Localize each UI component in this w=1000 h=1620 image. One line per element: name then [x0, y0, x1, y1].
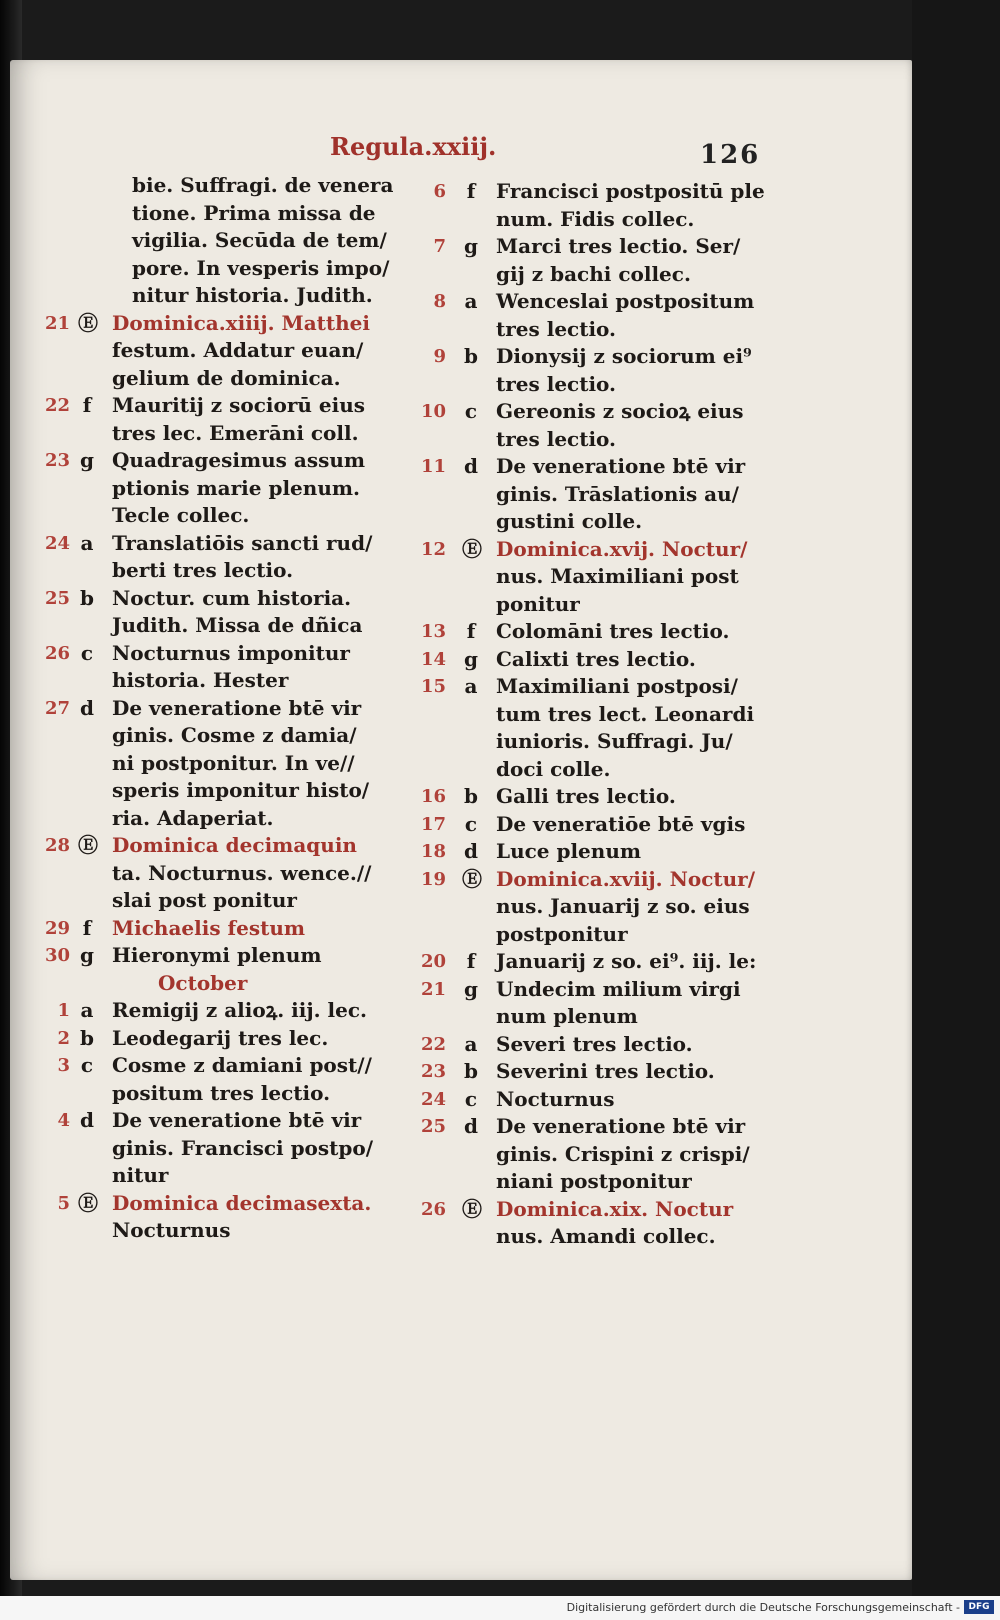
entry-text — [496, 1058, 788, 1086]
calendar-entry — [30, 1025, 410, 1053]
day-number: 2 — [57, 1027, 70, 1049]
calendar-entry — [418, 838, 788, 866]
entry-text — [496, 343, 788, 398]
entry-line: Dominica decimaquin — [112, 833, 357, 857]
entry-line: Maximiliani postposi/ — [496, 674, 738, 698]
entry-line: gustini colle. — [496, 509, 643, 533]
calendar-entry — [30, 447, 410, 530]
entry-line: tres lectio. — [496, 316, 617, 341]
dominical-letter: b — [80, 1025, 94, 1050]
left-column — [30, 172, 410, 1245]
entry-line: Mauritij z sociorū eius — [112, 393, 366, 417]
calendar-entry — [30, 530, 410, 585]
dominical-letter: c — [80, 1053, 94, 1077]
entry-text — [112, 942, 410, 970]
entry-text — [496, 536, 788, 619]
entry-line: tres lec. Emerāni coll. — [112, 420, 359, 445]
entry-line: Gereonis z socioꝝ eius — [496, 399, 744, 423]
calendar-entry — [418, 948, 788, 976]
day-number: 22 — [44, 395, 70, 416]
entry-line: berti tres lectio. — [112, 558, 294, 582]
entry-line: Dominica.xvij. Noctur/ — [496, 536, 748, 561]
day-number: 21 — [44, 312, 70, 334]
continuation-line: tione. Prima missa de — [132, 200, 376, 225]
entry-line: Translatiōis sancti rud/ — [112, 530, 373, 555]
calendar-entry — [418, 618, 788, 646]
day-number: 4 — [57, 1110, 70, 1131]
day-number: 25 — [44, 587, 70, 609]
dominical-letter: g — [464, 646, 478, 671]
entry-text — [496, 811, 788, 839]
day-number: 7 — [433, 236, 446, 257]
entry-line: Tecle collec. — [112, 503, 250, 527]
dominical-letter: c — [464, 1086, 478, 1111]
dominical-letter: g — [464, 976, 478, 1001]
entry-line: De veneratiōe btē vgis — [496, 811, 746, 836]
day-number: 23 — [44, 450, 70, 471]
day-number: 17 — [420, 813, 446, 835]
calendar-entry — [418, 1196, 788, 1251]
entry-line: slai post ponitur — [112, 888, 297, 912]
entry-text — [496, 1113, 788, 1196]
calendar-entry — [418, 673, 788, 783]
dominical-letter: f — [82, 393, 92, 417]
day-number: 19 — [420, 868, 446, 890]
entry-line: Januarij z so. ei⁹. iij. le: — [496, 949, 757, 973]
entry-line: Quadragesimus assum — [112, 448, 366, 472]
entry-line: Colomāni tres lectio. — [496, 619, 730, 643]
entry-line: Dominica decimasexta. — [112, 1190, 372, 1215]
entry-text — [496, 673, 788, 783]
entry-text — [112, 640, 410, 695]
day-number: 15 — [420, 676, 446, 697]
dfg-logo: DFG — [964, 1600, 994, 1614]
entry-line: ginis. Francisci postpo/ — [112, 1135, 374, 1160]
entry-line: niani postponitur — [496, 1169, 692, 1193]
entry-line: nus. Januarij z so. eius — [496, 894, 750, 918]
dominical-letter: c — [464, 811, 478, 836]
day-number: 6 — [433, 181, 446, 202]
continuation-line: vigilia. Secūda de tem/ — [132, 228, 387, 252]
entry-text — [496, 618, 788, 646]
day-number: 28 — [44, 835, 70, 856]
day-number: 8 — [433, 291, 446, 312]
day-number: 29 — [44, 917, 70, 939]
calendar-entry — [418, 1058, 788, 1086]
calendar-entry — [418, 1113, 788, 1196]
calendar-entry — [418, 343, 788, 398]
dominical-letter: a — [464, 289, 478, 313]
entry-text — [112, 1190, 410, 1245]
day-number: 11 — [420, 456, 446, 477]
day-number: 13 — [420, 621, 446, 642]
calendar-entry — [30, 1052, 410, 1107]
calendar-entry — [30, 832, 410, 915]
dominical-letter: f — [466, 949, 476, 973]
dominical-letter: Ⓔ — [78, 1190, 98, 1215]
entry-line: Nocturnus — [496, 1086, 615, 1111]
entry-line: ni postponitur. In ve// — [112, 750, 355, 775]
entry-line: num plenum — [496, 1004, 638, 1028]
entry-text — [496, 838, 788, 866]
entry-text — [496, 288, 788, 343]
calendar-entry — [30, 310, 410, 393]
dominical-letter: a — [80, 998, 94, 1022]
continuation-line: nitur historia. Judith. — [132, 283, 373, 307]
entry-line: ginis. Cosme z damia/ — [112, 723, 357, 747]
entry-text — [112, 695, 410, 833]
dominical-letter: Ⓔ — [462, 536, 482, 561]
dominical-letter: g — [464, 234, 478, 258]
entry-text — [496, 866, 788, 949]
day-number: 30 — [44, 945, 70, 966]
calendar-entry — [418, 1031, 788, 1059]
calendar-entry — [30, 640, 410, 695]
entry-text — [496, 453, 788, 536]
entry-line: Severini tres lectio. — [496, 1059, 715, 1083]
entry-line: Leodegarij tres lec. — [112, 1025, 329, 1050]
day-number: 27 — [44, 697, 70, 719]
entry-text — [496, 976, 788, 1031]
day-number: 10 — [420, 401, 446, 422]
day-number: 18 — [420, 841, 446, 862]
calendar-entry — [30, 915, 410, 943]
dominical-letter: d — [464, 1114, 478, 1138]
entry-line: De veneratione btē vir — [496, 1114, 746, 1138]
entry-text — [112, 832, 410, 915]
entry-line: Undecim milium virgi — [496, 976, 741, 1001]
entry-line: De veneratione btē vir — [496, 454, 746, 478]
entry-line: ta. Nocturnus. wence.// — [112, 860, 372, 885]
calendar-entry — [418, 646, 788, 674]
entry-line: Cosme z damiani post// — [112, 1053, 372, 1077]
entry-line: De veneratione btē vir — [112, 1108, 362, 1132]
day-number: 1 — [57, 1000, 70, 1021]
entry-line: postponitur — [496, 921, 628, 946]
entry-line: De veneratione btē vir — [112, 695, 362, 720]
calendar-entry — [418, 233, 788, 288]
entry-line: Marci tres lectio. Ser/ — [496, 234, 741, 258]
entry-line: positum tres lectio. — [112, 1080, 331, 1105]
entry-text — [112, 530, 410, 585]
day-number: 25 — [420, 1116, 446, 1137]
day-number: 9 — [433, 346, 446, 367]
calendar-entry — [418, 1086, 788, 1114]
dominical-letter: g — [80, 448, 94, 472]
month-heading: October — [158, 970, 248, 995]
dominical-letter: Ⓔ — [78, 833, 98, 857]
continuation-line: bie. Suffragi. de venera — [132, 173, 394, 197]
entry-line: Michaelis festum — [112, 915, 306, 940]
entry-line: Noctur. cum historia. — [112, 585, 352, 610]
day-number: 24 — [44, 532, 70, 554]
dominical-letter: b — [464, 344, 478, 368]
entry-line: Dominica.xix. Noctur — [496, 1196, 734, 1221]
entry-text — [496, 1031, 788, 1059]
dominical-letter: c — [80, 640, 94, 665]
entry-text — [496, 948, 788, 976]
entry-line: iunioris. Suffragi. Ju/ — [496, 729, 733, 753]
entry-line: ria. Adaperiat. — [112, 805, 274, 830]
entry-line: Judith. Missa de dñica — [112, 613, 363, 637]
dominical-letter: a — [464, 1031, 478, 1056]
entry-line: doci colle. — [496, 756, 611, 781]
entry-text — [496, 783, 788, 811]
entry-line: tres lectio. — [496, 371, 617, 396]
day-number: 20 — [420, 951, 446, 972]
dominical-letter: c — [464, 399, 478, 423]
calendar-entry — [30, 585, 410, 640]
calendar-entry — [418, 783, 788, 811]
entry-line: Galli tres lectio. — [496, 784, 676, 808]
dominical-letter: b — [464, 784, 478, 808]
entry-text — [496, 233, 788, 288]
calendar-entry — [30, 997, 410, 1025]
calendar-entry — [30, 942, 410, 970]
entry-line: Calixti tres lectio. — [496, 646, 696, 671]
right-column — [418, 178, 788, 1251]
entry-text — [112, 585, 410, 640]
entry-line: gelium de dominica. — [112, 365, 341, 390]
day-number: 23 — [420, 1061, 446, 1082]
calendar-entry — [418, 453, 788, 536]
calendar-entry — [418, 811, 788, 839]
calendar-entry — [418, 866, 788, 949]
continuation-line: pore. In vesperis impo/ — [132, 255, 390, 280]
entry-line: Nocturnus imponitur — [112, 640, 350, 665]
entry-line: num. Fidis collec. — [496, 206, 695, 231]
entry-line: nus. Amandi collec. — [496, 1224, 716, 1248]
calendar-entry — [30, 1190, 410, 1245]
entry-line: Luce plenum — [496, 839, 642, 863]
day-number: 26 — [44, 642, 70, 664]
calendar-entry — [30, 1107, 410, 1190]
day-number: 22 — [420, 1033, 446, 1055]
day-number: 3 — [57, 1055, 70, 1076]
entry-line: gij z bachi collec. — [496, 261, 691, 286]
entry-line: Francisci postpositū ple — [496, 179, 765, 203]
entry-line: Dionysij z sociorum ei⁹ — [496, 344, 752, 368]
entry-text — [496, 646, 788, 674]
dominical-letter: g — [80, 943, 94, 967]
entry-text — [112, 997, 410, 1025]
day-number: 16 — [420, 786, 446, 807]
running-head: Regula.xxiij. — [330, 132, 497, 161]
dominical-letter: b — [464, 1059, 478, 1083]
entry-text — [112, 1052, 410, 1107]
entry-text — [496, 1196, 788, 1251]
dominical-letter: Ⓔ — [462, 866, 482, 891]
entry-text — [496, 178, 788, 233]
entry-line: ginis. Crispini z crispi/ — [496, 1141, 750, 1166]
entry-line: tum tres lect. Leonardi — [496, 701, 755, 726]
dominical-letter: f — [82, 915, 92, 940]
day-number: 12 — [420, 538, 446, 560]
calendar-entry — [418, 178, 788, 233]
calendar-entry — [418, 976, 788, 1031]
entry-line: ptionis marie plenum. — [112, 475, 360, 500]
dominical-letter: a — [464, 674, 478, 698]
entry-line: Nocturnus — [112, 1218, 231, 1242]
dominical-letter: d — [80, 695, 94, 720]
day-number: 24 — [420, 1088, 446, 1110]
dominical-letter: b — [80, 585, 94, 610]
entry-text — [112, 447, 410, 530]
entry-line: Dominica.xviij. Noctur/ — [496, 866, 756, 891]
entry-text — [112, 392, 410, 447]
dominical-letter: d — [464, 454, 478, 478]
dominical-letter: f — [466, 179, 476, 203]
page-number: 126 — [700, 140, 761, 170]
entry-line: tres lectio. — [496, 426, 617, 451]
entry-line: ginis. Trāslationis au/ — [496, 481, 739, 506]
calendar-entry — [418, 288, 788, 343]
dominical-letter: d — [464, 839, 478, 863]
entry-text — [112, 915, 410, 943]
dominical-letter: a — [80, 530, 94, 555]
entry-line: speris imponitur histo/ — [112, 778, 370, 802]
entry-line: historia. Hester — [112, 668, 289, 692]
entry-text — [112, 310, 410, 393]
entry-line: Remigij z alioꝝ. iij. lec. — [112, 998, 368, 1022]
entry-line: nitur — [112, 1163, 169, 1187]
entry-line: nus. Maximiliani post — [496, 564, 739, 588]
dominical-letter: Ⓔ — [462, 1196, 482, 1221]
calendar-entry — [418, 536, 788, 619]
day-number: 26 — [420, 1198, 446, 1220]
entry-text — [112, 1107, 410, 1190]
entry-text — [112, 1025, 410, 1053]
entry-text — [496, 1086, 788, 1114]
day-number: 21 — [420, 978, 446, 1000]
entry-text — [496, 398, 788, 453]
dominical-letter: d — [80, 1108, 94, 1132]
calendar-entry — [30, 695, 410, 833]
entry-line: festum. Addatur euan/ — [112, 338, 364, 362]
day-number: 14 — [420, 648, 446, 670]
dominical-letter: Ⓔ — [78, 310, 98, 335]
entry-line: Hieronymi plenum — [112, 943, 322, 967]
entry-line: Dominica.xiiij. Matthei — [112, 310, 370, 335]
calendar-entry — [418, 398, 788, 453]
entry-line: ponitur — [496, 591, 580, 616]
dominical-letter: f — [466, 619, 476, 643]
entry-line: Severi tres lectio. — [496, 1031, 693, 1056]
day-number: 5 — [57, 1192, 70, 1214]
scan-background — [912, 0, 1000, 1620]
funding-credit: Digitalisierung gefördert durch die Deutsche Forschungsgemeinschaft - — [566, 1601, 960, 1614]
entry-line: Wenceslai postpositum — [496, 289, 755, 313]
calendar-entry — [30, 392, 410, 447]
